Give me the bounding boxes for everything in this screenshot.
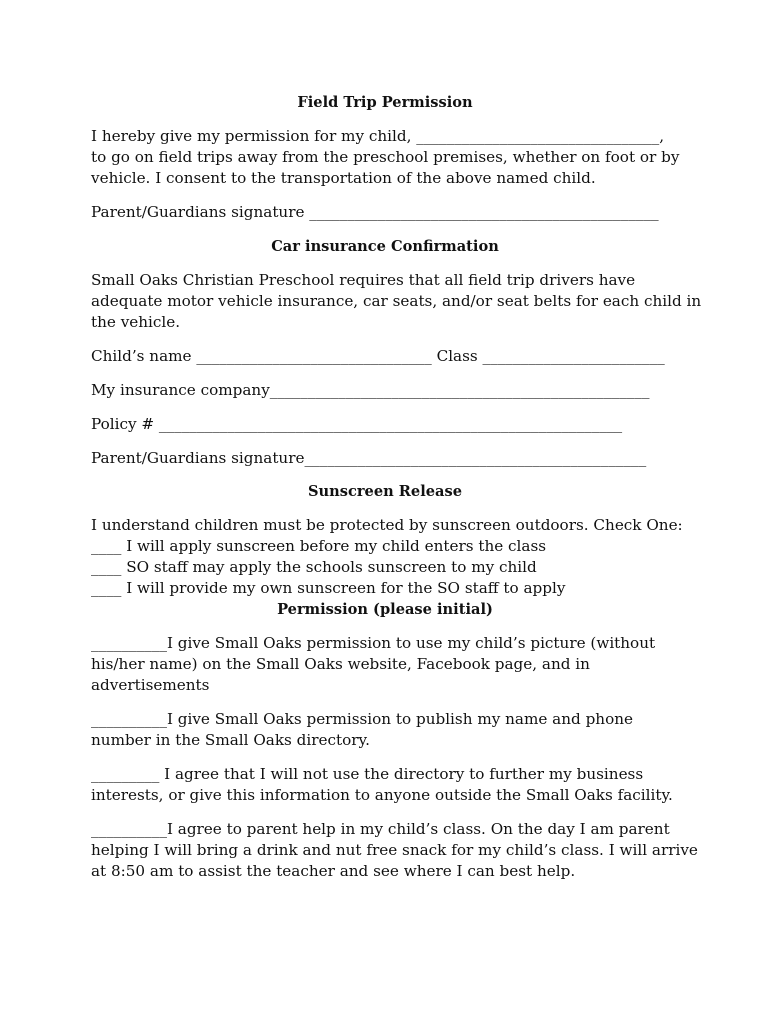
picture-permission-initial-line[interactable]: __________I give Small Oaks permission to use my child’s picture (without [91,634,656,652]
sunscreen-title: Sunscreen Release [307,483,462,500]
field-trip-permission-line[interactable]: I hereby give my permission for my child, ________________________________, [91,127,665,145]
child-name-class-field[interactable]: Child’s name _______________________________ Class ________________________ [91,347,665,365]
sunscreen-option-staff-applies[interactable]: ____ SO staff may apply the schools sunscreen to my child [91,558,537,576]
sunscreen-intro: I understand children must be protected by sunscreen outdoors. Check One: [91,516,683,534]
car-insurance-title: Car insurance Confirmation [271,238,499,255]
car-insurance-text-line: adequate motor vehicle insurance, car seats, and/or seat belts for each child in [91,292,702,310]
parent-help-text: helping I will bring a drink and nut free snack for my child’s class. I will arrive [91,841,698,859]
insurance-signature-field[interactable]: Parent/Guardians signature_____________________________________________ [91,449,647,467]
parent-help-text: at 8:50 am to assist the teacher and see where I can best help. [91,862,576,880]
directory-agreement-initial-line[interactable]: _________ I agree that I will not use the directory to further my business [91,765,644,783]
policy-number-field[interactable]: Policy # _____________________________________________________________ [91,415,623,433]
field-trip-permission-line: to go on field trips away from the preschool premises, whether on foot or by [91,148,680,166]
car-insurance-text-line: Small Oaks Christian Preschool requires that all field trip drivers have [91,271,636,289]
picture-permission-text: his/her name) on the Small Oaks website, Facebook page, and in [91,655,590,673]
sunscreen-option-own-sunscreen[interactable]: ____ I will provide my own sunscreen for the SO staff to apply [91,579,566,597]
directory-permission-initial-line[interactable]: __________I give Small Oaks permission to publish my name and phone [91,710,633,728]
permission-title: Permission (please initial) [277,601,493,618]
insurance-company-field[interactable]: My insurance company__________________________________________________ [91,381,650,399]
directory-permission-text: number in the Small Oaks directory. [91,731,370,749]
picture-permission-text: advertisements [91,676,210,694]
sunscreen-option-parent-applies[interactable]: ____ I will apply sunscreen before my child enters the class [91,537,547,555]
field-trip-title: Field Trip Permission [297,94,473,111]
field-trip-permission-line: vehicle. I consent to the transportation of the above named child. [91,169,596,187]
directory-agreement-text: interests, or give this information to anyone outside the Small Oaks facility. [91,786,673,804]
field-trip-signature-field[interactable]: Parent/Guardians signature ______________________________________________ [91,203,659,221]
parent-help-initial-line[interactable]: __________I agree to parent help in my child’s class. On the day I am parent [91,820,670,838]
car-insurance-text-line: the vehicle. [91,313,181,331]
